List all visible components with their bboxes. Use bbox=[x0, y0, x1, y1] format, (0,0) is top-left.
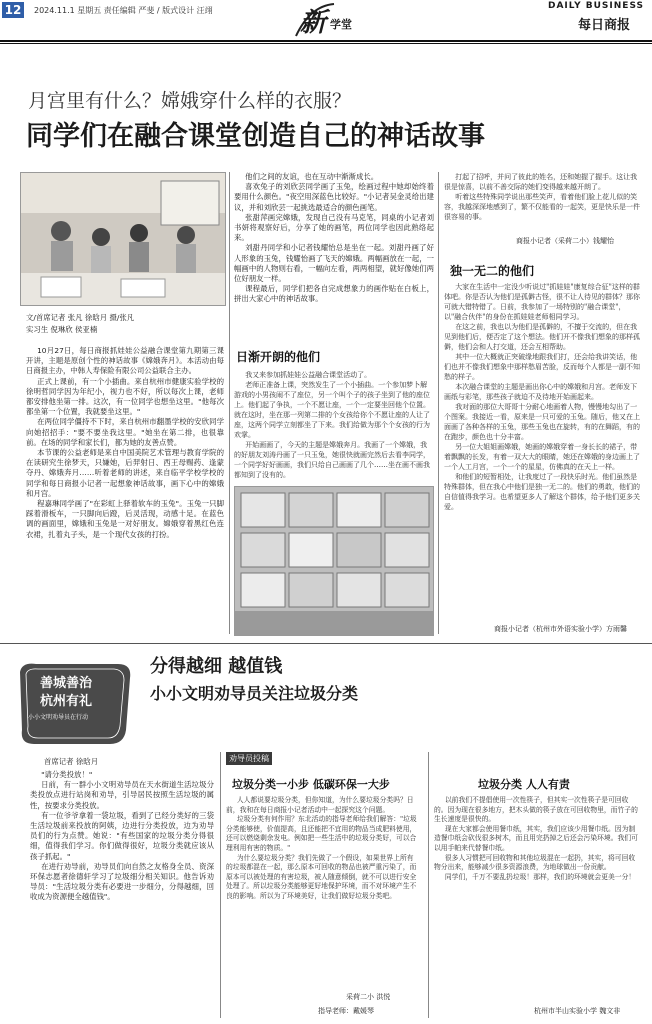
paragraph: 本节课的公益老师是来自中国美院艺术管理与教育学院的在读研究生徐梦天，只嫌她，后羿射日、西王母赐药、逢蒙夺丹、嫦娥奔月……听着老师的讲述，来自临平学校学校的同学和每日商报小记者一起想象神话故事，画下心中的嫦娥和月宫。 bbox=[26, 448, 224, 498]
paragraph: 课程最后，同学们把各自完成想象力的画作贴在白板上，拼出大家心中的神话故事。 bbox=[234, 284, 434, 304]
paragraph: 老师正准备上课，突然发生了一个小插曲。一个参加梦卜解游戏的小男孩闹不了座位，另一个叫个子的孩子坐到了他的座位上。他们起了争执，一个不愿让座，一个一定要坐回他个位置。就在这时，坐在那一列第二排的个女孩给你个不愿让座的人让了座，这两个同学立刻都坐了下来。我们给做为那个个女孩的行为欢掌。 bbox=[234, 381, 430, 439]
bottom-col-1 bbox=[30, 770, 214, 1016]
essay-a-teacher: 指导老师：戴媛琴 bbox=[318, 1007, 374, 1015]
paragraph: 为什么要垃圾分类？我们先做了一个假设，如果世界上所有的垃圾都混在一起，那么原本可回收的物品也被严重污染了，而原本可以被处理的有害垃圾，被人随意倾倒，就不可以进行安全处理了。所以垃圾分类能够更好地保护环境，而不对环境产生不良的影响。所以为了环境美好，让我们做好垃圾分类吧。 bbox=[226, 853, 417, 900]
paragraph: 听着这些特殊同学说出那些笑声，看着他们脸上花儿似的笑容，我越深深地感到了，繁不仅能看的一起笑，更是快乐是一件很容易的事。 bbox=[444, 193, 640, 221]
column-divider bbox=[229, 172, 230, 634]
paragraph: 张甜萍画完嫦娥，发现自己没有马克笔，同桌的小记者刘书妍将观察好后，分享了她的画笔，两位同学也因此熟络起来。 bbox=[234, 212, 434, 243]
photo-credit-1: 文/首席记者 张凡 徐晗月 摄/张凡 bbox=[26, 313, 135, 322]
paragraph: 同学们，千万不要乱扔垃圾！那样，我们的环境就会更美一分！ bbox=[444, 872, 636, 881]
student-drawings-photo bbox=[234, 486, 434, 636]
paragraph: 我又来参加抓娃娃公益融合课堂活动了。 bbox=[245, 371, 372, 379]
paragraph: 很多人习惯把可回收物和其他垃圾混在一起扔，其实，将可回收物分出来，能够减少很多资源浪费，为地球做出一份贡献。 bbox=[434, 853, 636, 872]
section-logo-char: 新 bbox=[300, 8, 327, 38]
column-divider bbox=[438, 172, 439, 634]
essay-2-signature: 商报小记者（杭州市外语实验小学）方雨馨 bbox=[494, 625, 627, 633]
bottom-essay-b bbox=[434, 796, 640, 996]
header-rule bbox=[0, 40, 652, 42]
article-subtitle: 月宫里有什么？嫦娥穿什么样的衣服？ bbox=[28, 90, 352, 112]
paragraph: 其中一位大概就正突破缘地跟我们打，还会给我讲笑话，他们也并不像我们想象中那样愁眉苦脸，反而每个人都是一副不知愁的样子。 bbox=[444, 353, 640, 381]
paragraph: 我对面的那位大哥哥十分耐心地画着人物，慢慢地勾出了一个图案。我接近一看，原来是一只可爱的玉兔。随后，他又在上面画了各种各样的玉兔，那些玉兔也在旋转，有的在舞蹈，有的在跑步，颜色也十分丰富。 bbox=[444, 403, 640, 441]
paragraph: 以前我们不提倡使用一次性筷子，但其实一次性筷子是可回收的。因为现在很多地方，把木头做的筷子放在可回收物里，而竹子的生长速度是很快的。 bbox=[434, 796, 638, 824]
article-col-1 bbox=[26, 346, 224, 636]
section-heading-b: 垃圾分类 人人有责 bbox=[478, 778, 570, 791]
article-headline: 同学们在融合课堂创造自己的神话故事 bbox=[26, 121, 485, 152]
student-essay-1 bbox=[234, 370, 434, 480]
bottom-byline: 首席记者 徐晗月 bbox=[44, 757, 99, 766]
badge-line-3: 小小文明劝导员在行动 bbox=[28, 714, 89, 721]
page-number: 12 bbox=[2, 2, 24, 18]
paragraph: 在这之前，我也以为他们是孤僻的，不擅于交流的，但在我见到他们后，便否定了这个想法。他们开不像我们想象的那样孤僻，他们会和人打交道，还会互相帮助。 bbox=[444, 323, 640, 351]
section-name: 学堂 bbox=[330, 18, 352, 31]
contribution-tag: 劝导员投稿 bbox=[226, 752, 272, 765]
header-rule-thin bbox=[0, 43, 652, 44]
paragraph: 另一位大姐姐画嫦娥，她画的嫦娥穿着一身长长的裙子，带着飘飘的长发，有着一双大大的眼睛，她还在嫦娥的身边画上了一个人工月宫，一个一个的星星，仿佛真的在天上一样。 bbox=[444, 443, 640, 471]
article-col-2 bbox=[234, 172, 434, 342]
paragraph: 打起了招呼，并问了彼此的姓名，还和她握了握手。这让我很是惊喜，以前不善交际的她们变得越来越开朗了。 bbox=[444, 173, 638, 191]
paragraph: 本次融合课堂的主题是画出你心中的嫦娥和月宫。老师发下画纸与彩笔，那些孩子就迫不及待地开始画起来。 bbox=[444, 383, 638, 401]
section-heading-3: 独一无二的他们 bbox=[450, 264, 535, 278]
paragraph: 刘甜丹同学和小记者钱耀怡总是坐在一起。刘甜丹画了好人形象的玉兔，钱耀怡画了飞天的嫦娥。两幅画放在一起，一幅画中的人物则右看，一幅向左看，两两相望，就好像她们两位好朋友一样。 bbox=[234, 243, 434, 284]
paragraph: 喜欢兔子的刘欣芸同学画了玉兔，绘画过程中她却始终着要用什么颜色。"夜空用深蓝色比较好。"小记者吴金灵给出建议，并和刘欣芸一起挑选最适合的颜色画笔。 bbox=[234, 182, 434, 212]
paragraph: 在进行劝导前，劝导员们向自然之友格身全员、资深环保志愿者徐德轩学习了垃圾细分相关知识。他告诉劝导员："生活垃圾分类有必要进一步细分，分得越细，回收成为资源便全越值钱"。 bbox=[30, 861, 214, 902]
paragraph: 人人都说要垃圾分类，但你知道，为什么要垃圾分类吗？日前，我和在每日商报小记者活动中一起探究这个问题。 bbox=[226, 796, 414, 814]
badge-line-2: 杭州有礼 bbox=[40, 694, 93, 709]
essay-b-signature: 杭州市半山实验小学 魏文非 bbox=[534, 1007, 621, 1015]
paragraph: 开始画画了，今天的主题是嫦娥奔月。我画了一个嫦娥，我的好朋友刘涛丹画了一只玉兔，她很快就画完然后去看李同学，一个同学好好画画，我们只给自己画画了几个……坐在画不画我都知到了没有的。 bbox=[234, 441, 430, 479]
student-essay-1-cont bbox=[444, 172, 640, 234]
paragraph: 和他们的短暂相处，让我度过了一段快乐时光。他们虽然是特殊群体，但在我心中他们是独一无二的。他们的勇敢，他们的自信值得我学习。也希望更多人了解这个群体，给予他们更多关爱。 bbox=[444, 473, 640, 511]
paragraph: "请分类投放！" bbox=[41, 770, 93, 779]
paragraph: 日前，有一群小小文明劝导员在天水街道生活垃圾分类投放点进行站岗和劝导，引导居民按照生活垃圾的属性，按要求分类投放。 bbox=[30, 780, 214, 810]
paragraph: 现在大家都会使用餐巾纸，其实，我们应该少用餐巾纸。因为制造餐巾纸会砍伐很多树木，而且用完扔掉之后还会污染环境。我们可以用手帕来代替餐巾纸。 bbox=[434, 824, 638, 852]
paragraph: 垃圾分类有何作用？东北活动的指导老师给我们解答："垃圾分类能够使，价值提高，且还能把不宜用的物品当成肥料使用，还可以燃烧剩余发电。例如把一些生活中的垃圾分类好，可以合理利用有害的物质。" bbox=[226, 815, 417, 852]
bottom-headline-1: 分得越细 越值钱 bbox=[150, 656, 283, 677]
section-rule bbox=[0, 643, 652, 644]
essay-a-signature: 采荷二小 洪悦 bbox=[346, 993, 391, 1001]
paragraph: 正式上课前，有一个小插曲。来自杭州市健康实验学校的徐明哲同学因为年纪小，视力也不好，所以每次上课，老师都安排他坐第一排。这次，有一位同学也想坐这里。"他每次都坐第一个位置，我就要坐这里。" bbox=[26, 376, 224, 417]
issue-info: 2024.11.1 星期五 责任编辑 严斐 / 版式设计 汪翊 bbox=[34, 6, 213, 15]
classroom-photo bbox=[20, 172, 226, 306]
photo-credit-2: 实习生 倪琳欣 侯亚楠 bbox=[26, 325, 98, 334]
badge-line-1: 善城善治 bbox=[40, 676, 93, 691]
student-essay-2 bbox=[444, 282, 640, 532]
section-heading-2: 日渐开朗的他们 bbox=[236, 350, 321, 364]
bottom-essay-a bbox=[226, 796, 420, 976]
brand-en: DAILY BUSINESS bbox=[548, 1, 645, 11]
paragraph: 大家在生活中一定没少听说过"抓娃娃"康复综合征"这样的群体吧。你是否认为他们是孤僻古怪，很不让人待见的群体？那你可就大错特错了。日前，我参加了一场特别的"融合课堂"，以"融合伙伴"的身份在抓娃娃老师相同学习。 bbox=[444, 283, 640, 321]
paragraph: 在两位同学僵持不下时，来自杭州市翻墨学校的安欣同学向她招招手："要不要坐我这里。"她坐在第二排，也很靠前。在场的同学和家长们，都为她的友善点赞。 bbox=[26, 417, 224, 447]
bottom-headline-2: 小小文明劝导员关注垃圾分类 bbox=[150, 684, 359, 703]
section-heading-a: 垃圾分类一小步 低碳环保一大步 bbox=[232, 778, 390, 791]
paragraph: 10月27日，每日商报抓娃娃公益融合课堂第九期第三课开讲，主题是原创个性的神话故事《嫦娥奔月》。本活动由每日商报主办，中韩人寿保险有限公司公益联合主办。 bbox=[26, 346, 224, 376]
essay-1-signature: 商报小记者（采荷二小）钱耀怡 bbox=[516, 237, 614, 245]
paragraph: 程嘉琳同学画了"在彩虹上驿着软车的玉兔"。玉兔一只脚踩着滑板车，一只脚向后蹬，后灵活现，动感十足。在蓝色调的画面里，嫦娥和玉兔是一对好朋友。嫦娥穿着黑红色连衣裙，扎着丸子头，是一个现代女孩的打扮。 bbox=[26, 499, 224, 539]
paragraph: 有一位爷爷拿着一袋垃圾，看到了已经分类好的三袋生活垃圾前来投放的阿姨，边进行分类投放，边为劝导员们的行为点赞。她说："有些国家的垃圾分类分得很细，值得我们学习。你们做得很好，垃圾分类就应该从孩子抓起。" bbox=[30, 810, 214, 861]
column-divider bbox=[220, 752, 221, 1018]
brand-cn: 每日商报 bbox=[578, 18, 631, 33]
column-divider bbox=[428, 752, 429, 1018]
paragraph: 他们之间的友谊，也在互动中渐渐成长。 bbox=[245, 172, 379, 181]
